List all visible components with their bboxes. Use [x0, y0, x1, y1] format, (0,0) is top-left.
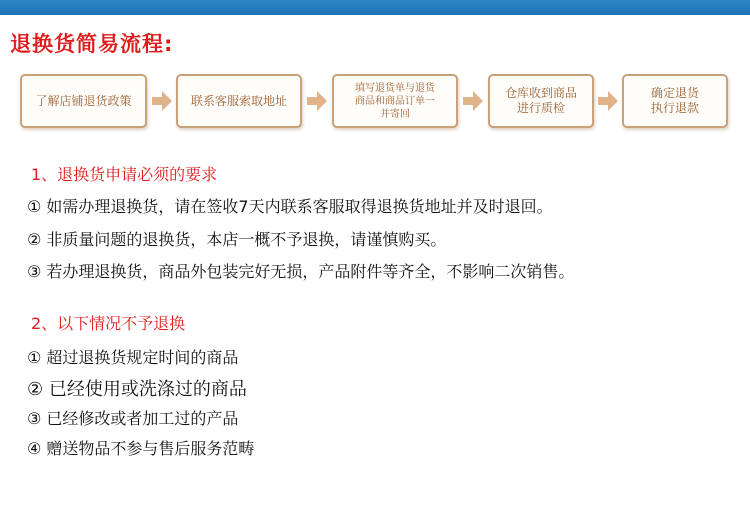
- return-process-flow: [0, 74, 750, 132]
- right-arrow-icon: [152, 89, 172, 113]
- section-2-item-4: ④ 赠送物品不参与售后服务范畴: [27, 439, 255, 458]
- section-2-item-2: ② 已经使用或洗涤过的商品: [27, 379, 247, 400]
- right-arrow-icon: [307, 89, 327, 113]
- flow-step-5: 确定退货 执行退款: [622, 74, 728, 128]
- section-2-item-1: ① 超过退换货规定时间的商品: [27, 348, 239, 367]
- section-1-item-1: ① 如需办理退换货，请在签收7天内联系客服取得退换货地址并及时退回。: [27, 197, 553, 216]
- section-1-heading: 1、退换货申请必须的要求: [31, 165, 218, 184]
- section-1-item-2: ② 非质量问题的退换货，本店一概不予退换，请谨慎购买。: [27, 230, 447, 249]
- section-2-heading: 2、以下情况不予退换: [31, 314, 186, 333]
- flow-step-3: 填写退货单与退货 商品和商品订单一 并寄回: [332, 74, 458, 128]
- section-1-item-3: ③ 若办理退换货，商品外包装完好无损，产品附件等齐全，不影响二次销售。: [27, 262, 575, 281]
- flow-step-2: 联系客服索取地址: [176, 74, 302, 128]
- flow-step-1: 了解店铺退货政策: [20, 74, 147, 128]
- page-title: 退换货简易流程:: [10, 32, 174, 56]
- flow-step-4: 仓库收到商品 进行质检: [488, 74, 594, 128]
- right-arrow-icon: [463, 89, 483, 113]
- top-banner-bar: [0, 0, 750, 15]
- section-2-item-3: ③ 已经修改或者加工过的产品: [27, 409, 239, 428]
- right-arrow-icon: [598, 89, 618, 113]
